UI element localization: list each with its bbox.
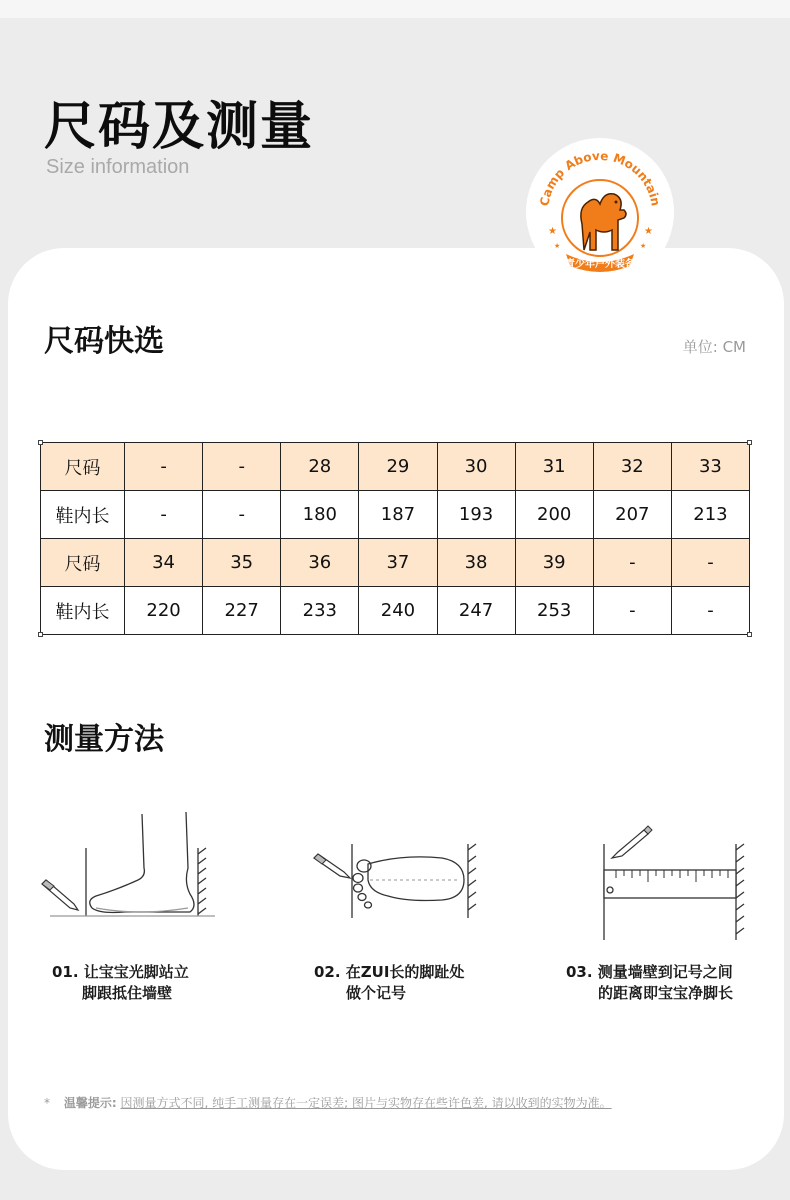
table-cell: 200 (515, 491, 593, 539)
table-cell: 29 (359, 443, 437, 491)
table-cell: 36 (281, 539, 359, 587)
step-caption-3: 03. 测量墙壁到记号之间 的距离即宝宝净脚长 (566, 963, 734, 1002)
tip-head: 温馨提示: (63, 1096, 117, 1110)
table-cell: 180 (281, 491, 359, 539)
pencil-icon (612, 826, 652, 858)
badge-arc-text: Camp Above Mountain (537, 148, 663, 208)
table-row (41, 491, 750, 539)
size-table (40, 442, 750, 635)
table-cell: 193 (437, 491, 515, 539)
table-cell: 30 (437, 443, 515, 491)
unit-label: 单位: CM (682, 338, 746, 356)
table-cell: 34 (125, 539, 203, 587)
table-cell: - (671, 587, 749, 635)
brand-badge (526, 138, 674, 286)
table-cell: 32 (593, 443, 671, 491)
size-section-title: 尺码快选 (44, 324, 164, 359)
selection-handle (747, 632, 752, 637)
star-icon: ★ (644, 226, 653, 237)
table-cell: 240 (359, 587, 437, 635)
badge-bottom-text: 青少年户外装备 (565, 259, 635, 270)
table-row (41, 443, 750, 491)
row-label: 尺码 (41, 443, 125, 491)
star-icon: ★ (548, 226, 557, 237)
page-title: 尺码及测量 (44, 97, 315, 157)
row-label: 鞋内长 (41, 587, 125, 635)
table-cell: 247 (437, 587, 515, 635)
table-cell: 187 (359, 491, 437, 539)
tip-note (44, 1094, 612, 1111)
table-cell: - (125, 443, 203, 491)
content-card (8, 248, 784, 1170)
step-caption-2: 02. 在ZUI长的脚趾处 做个记号 (314, 963, 465, 1002)
table-cell: - (593, 587, 671, 635)
page-subtitle: Size information (46, 156, 190, 178)
table-cell: 253 (515, 587, 593, 635)
foot-top-view-icon (308, 840, 488, 920)
table-row (41, 539, 750, 587)
selection-handle (38, 440, 43, 445)
selection-handle (747, 440, 752, 445)
foot-standing-icon (40, 804, 220, 924)
table-cell: 39 (515, 539, 593, 587)
star-icon: ★ (640, 242, 647, 250)
row-label: 尺码 (41, 539, 125, 587)
table-cell: 233 (281, 587, 359, 635)
ruler-measure-icon (596, 824, 756, 944)
pencil-icon (42, 880, 78, 910)
table-cell: - (671, 539, 749, 587)
table-cell: - (203, 443, 281, 491)
table-cell: 37 (359, 539, 437, 587)
table-cell: 207 (593, 491, 671, 539)
table-cell: 227 (203, 587, 281, 635)
tip-star: * (44, 1096, 50, 1110)
step-caption-1: 01. 让宝宝光脚站立 脚跟抵住墙壁 (52, 963, 189, 1002)
table-row (41, 587, 750, 635)
tip-body: 因测量方式不同, 纯手工测量存在一定误差; 图片与实物存在些许色差, 请以收到的实物为准。 (120, 1096, 612, 1110)
table-cell: - (125, 491, 203, 539)
row-label: 鞋内长 (41, 491, 125, 539)
pencil-icon (314, 854, 350, 878)
table-cell: - (593, 539, 671, 587)
table-cell: 28 (281, 443, 359, 491)
table-cell: 33 (671, 443, 749, 491)
top-strip (0, 0, 790, 18)
camel-icon (562, 180, 638, 256)
star-icon: ★ (554, 242, 561, 250)
table-cell: 220 (125, 587, 203, 635)
table-cell: - (203, 491, 281, 539)
method-section-title: 测量方法 (44, 722, 164, 757)
table-cell: 35 (203, 539, 281, 587)
selection-handle (38, 632, 43, 637)
table-cell: 38 (437, 539, 515, 587)
table-cell: 213 (671, 491, 749, 539)
table-cell: 31 (515, 443, 593, 491)
